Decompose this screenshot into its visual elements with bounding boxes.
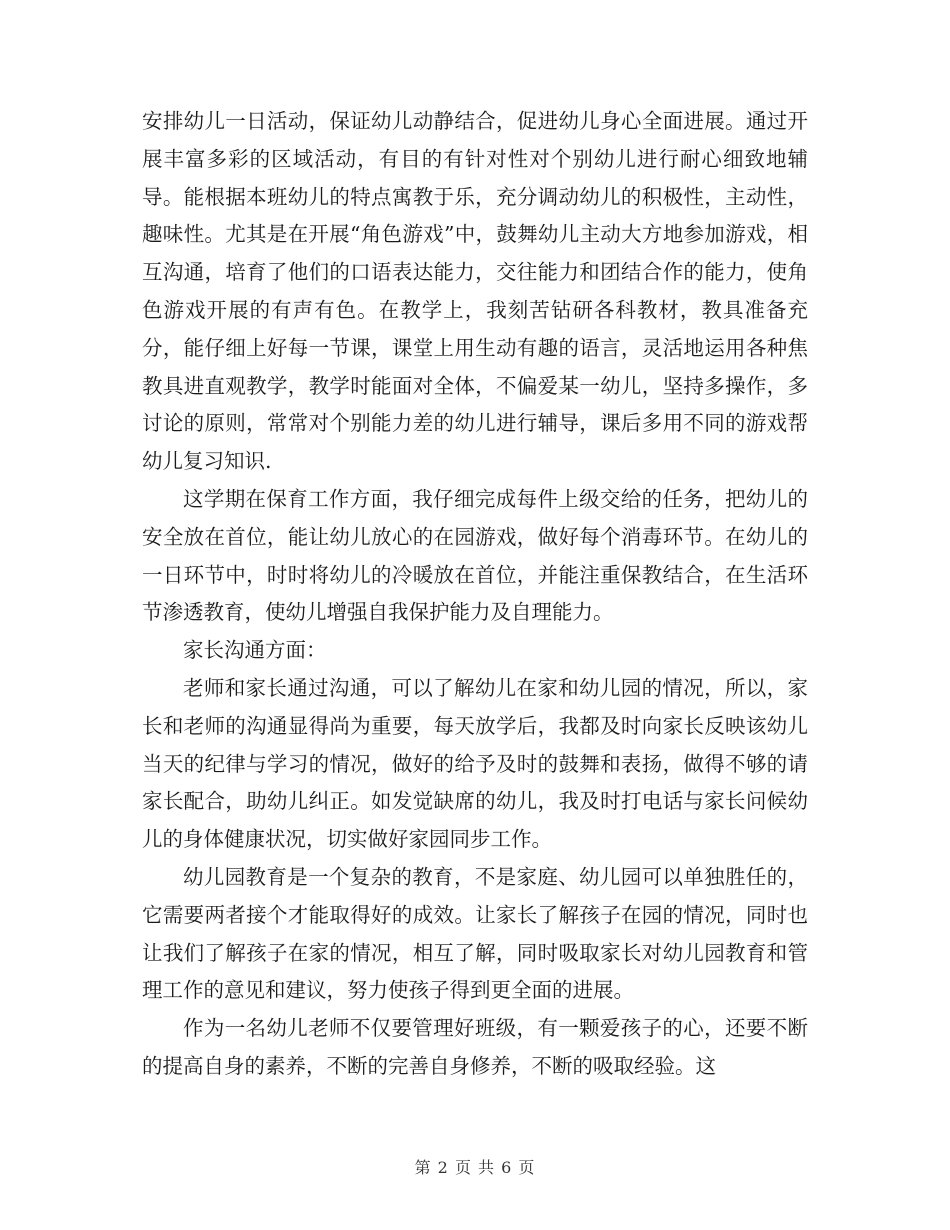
paragraph-care-work: 这学期在保育工作方面，我仔细完成每件上级交给的任务，把幼儿的安全放在首位，能让幼儿放心的在园游戏，做好每个消毒环节。在幼儿的一日环节中，时时将幼儿的冷暖放在首位，并能注重保教结合，在生活环节渗透教育，使幼儿增强自我保护能力及自理能力。 <box>142 486 808 625</box>
paragraph-continued: 安排幼儿一日活动，保证幼儿动静结合，促进幼儿身心全面进展。通过开展丰富多彩的区域活动，有目的有针对性对个别幼儿进行耐心细致地辅导。能根据本班幼儿的特点寓教于乐，充分调动幼儿的积极性，主动性，趣味性。尤其是在开展“角色游戏”中，鼓舞幼儿主动大方地参加游戏，相互沟通，培育了他们的口语表达能力，交往能力和团结合作的能力，使角色游戏开展的有声有色。在教学上，我刻苦钻研各科教材，教具准备充分，能仔细上好每一节课，课堂上用生动有趣的语言，灵活地运用各种焦教具进直观教学，教学时能面对全体，不偏爱某一幼儿，坚持多操作，多讨论的原则，常常对个别能力差的幼儿进行辅导，课后多用不同的游戏帮幼儿复习知识. <box>142 109 808 474</box>
document-body <box>142 103 808 1086</box>
paragraph-parent-communication: 老师和家长通过沟通，可以了解幼儿在家和幼儿园的情况，所以，家长和老师的沟通显得尚为重要，每天放学后，我都及时向家长反映该幼儿当天的纪律与学习的情况，做好的给予及时的鼓舞和表扬，做得不够的请家长配合，助幼儿纠正。如发觉缺席的幼儿，我及时打电话与家长问候幼儿的身体健康状况，切实做好家园同步工作。 <box>142 675 808 852</box>
page-number-footer: 第 2 页 共 6 页 <box>414 1158 536 1177</box>
paragraph-teacher-growth: 作为一名幼儿老师不仅要管理好班级，有一颗爱孩子的心，还要不断的提高自身的素养，不断的完善自身修养，不断的吸取经验。这 <box>142 1016 808 1078</box>
paragraph-kindergarten-education: 幼儿园教育是一个复杂的教育，不是家庭、幼儿园可以单独胜任的，它需要两者接个才能取得好的成效。让家长了解孩子在园的情况，同时也让我们了解孩子在家的情况，相互了解，同时吸取家长对幼儿园教育和管理工作的意见和建议，努力使孩子得到更全面的进展。 <box>142 864 808 1003</box>
section-heading-parent-communication: 家长沟通方面： <box>183 638 327 663</box>
